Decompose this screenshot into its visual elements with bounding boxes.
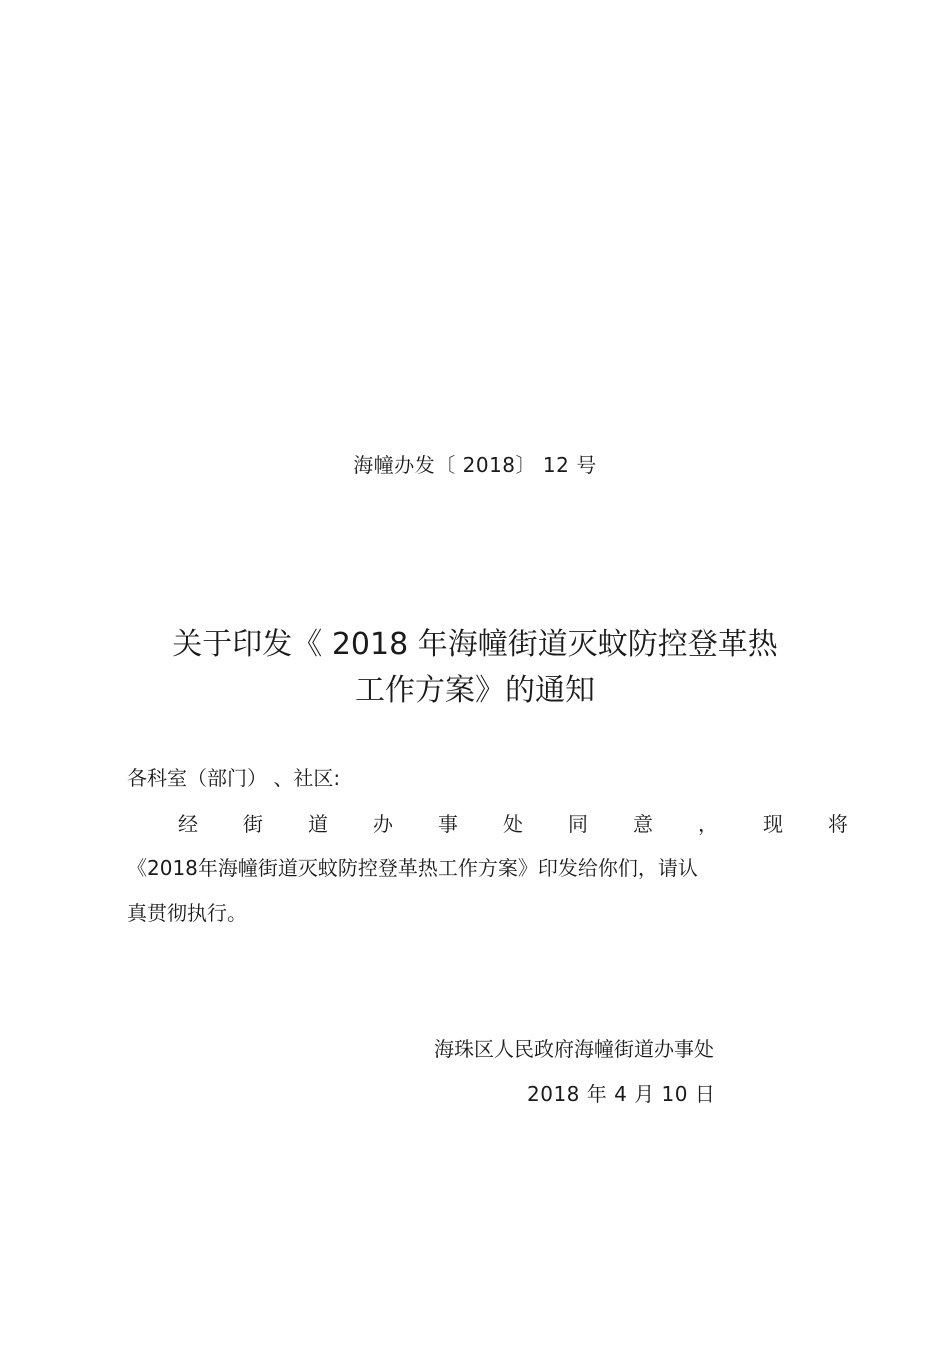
body-char: 同 bbox=[568, 812, 588, 836]
title-line-1: 关于印发《 2018 年海幢街道灭蚊防控登革热 bbox=[172, 627, 778, 662]
issue-date: 2018 年 4 月 10 日 bbox=[527, 1082, 716, 1106]
body-char: 意 bbox=[633, 812, 653, 836]
body-paragraph-line-2: 《2018年海幢街道灭蚊防控登革热工作方案》印发给你们，请认 bbox=[127, 856, 698, 880]
body-char: 街 bbox=[243, 812, 263, 836]
body-char: 办 bbox=[373, 812, 393, 836]
body-char: 经 bbox=[178, 812, 198, 836]
body-char: 处 bbox=[503, 812, 523, 836]
body-char: ， bbox=[698, 812, 718, 836]
body-char: 将 bbox=[828, 812, 848, 836]
document-title bbox=[100, 622, 850, 714]
body-char: 现 bbox=[763, 812, 783, 836]
issuing-authority: 海珠区人民政府海幢街道办事处 bbox=[434, 1037, 714, 1061]
title-line-2: 工作方案》的通知 bbox=[355, 673, 595, 708]
salutation: 各科室（部门） 、社区: bbox=[127, 766, 341, 790]
body-paragraph-line-3: 真贯彻执行。 bbox=[127, 901, 247, 925]
body-char: 事 bbox=[438, 812, 458, 836]
document-number: 海幢办发〔 2018〕 12 号 bbox=[353, 453, 597, 477]
body-char: 道 bbox=[308, 812, 328, 836]
body-paragraph-line-1 bbox=[178, 811, 848, 837]
